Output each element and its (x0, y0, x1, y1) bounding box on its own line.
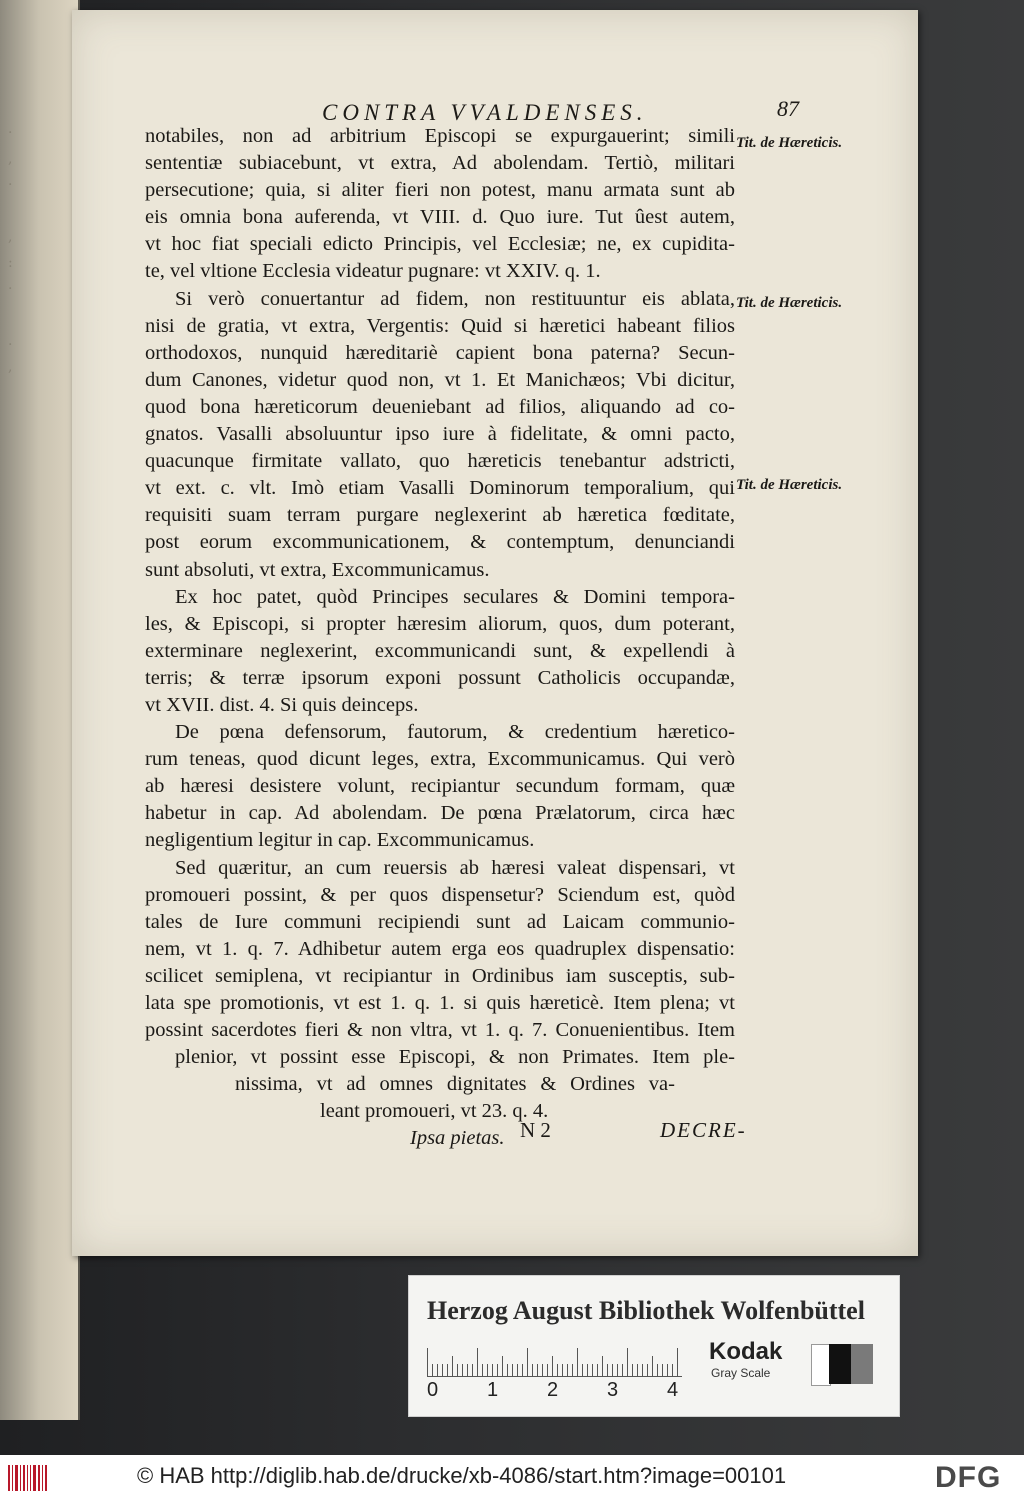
ruler-tick (642, 1364, 643, 1376)
ruler-tick (452, 1356, 453, 1376)
facing-page-edge (0, 0, 80, 1420)
text-line: vt XVII. dist. 4. Si quis deinceps. (145, 693, 419, 716)
ruler-tick (462, 1364, 463, 1376)
library-color-target (408, 1275, 900, 1417)
body-text (145, 123, 735, 1153)
ruler-number: 1 (487, 1379, 499, 1401)
scale-ruler (427, 1346, 682, 1377)
barcode-icon (8, 1465, 48, 1491)
text-line: Si verò conuertantur ad fidem, non restituuntur eis ablata, (175, 287, 735, 310)
marginal-note: Tit. de Hæreticis. (736, 477, 843, 493)
gray-swatch-black (829, 1344, 851, 1384)
library-name: Herzog August Bibliothek Wolfenbüttel (427, 1296, 865, 1325)
ruler-tick (612, 1364, 613, 1376)
ruler-tick (582, 1364, 583, 1376)
ruler-tick (587, 1364, 588, 1376)
text-line: Ex hoc patet, quòd Principes seculares & Domini tempora- (175, 585, 735, 608)
kodak-logo: Kodak (709, 1338, 783, 1365)
ruler-tick (552, 1356, 553, 1376)
ruler-tick (547, 1364, 548, 1376)
gray-swatch-mid (851, 1344, 873, 1384)
barcode-bar (8, 1465, 10, 1491)
ruler-tick (657, 1364, 658, 1376)
ruler-tick (597, 1364, 598, 1376)
ruler-tick (532, 1364, 533, 1376)
barcode-bar (30, 1465, 31, 1491)
ruler-tick (592, 1364, 593, 1376)
ruler-number: 3 (607, 1379, 619, 1401)
text-line: les, & Episcopi, si propter hæresim aliorum, quos, dum poterant, (145, 612, 735, 635)
ruler-number: 2 (547, 1379, 559, 1401)
text-line: persecutione; quia, si aliter fieri non potest, manu armata sunt ab (145, 179, 735, 202)
text-line: rum teneas, quod dicunt leges, extra, Excommunicamus. Qui verò (145, 748, 735, 771)
text-line: negligentium legitur in cap. Excommunicamus. (145, 829, 535, 852)
barcode-bar (42, 1465, 43, 1491)
text-line: eis omnia bona auferenda, vt VIII. d. Quo iure. Tut ûest autem, (145, 206, 735, 229)
ruler-tick (537, 1364, 538, 1376)
ruler-tick (617, 1364, 618, 1376)
ruler-tick (492, 1364, 493, 1376)
text-line: quacunque firmitate vallato, quo hæreticis tenebantur adstricti, (145, 450, 735, 473)
ruler-tick (632, 1364, 633, 1376)
closing-line: Ipsa pietas. (410, 1127, 505, 1150)
ruler-tick (457, 1364, 458, 1376)
text-line: vt hoc fiat speciali edicto Principis, vel Ecclesiæ; ne, ex cupidita- (145, 233, 735, 256)
ruler-tick (507, 1364, 508, 1376)
gray-scale-label: Gray Scale (711, 1366, 771, 1380)
ruler-number: 0 (427, 1379, 439, 1401)
ruler-numbers (427, 1379, 697, 1403)
ruler-tick (497, 1364, 498, 1376)
ruler-tick (527, 1348, 528, 1376)
barcode-bar (33, 1465, 36, 1491)
text-line: plenior, vt possint esse Episcopi, & non Primates. Item ple- (175, 1046, 735, 1069)
ruler-tick (602, 1356, 603, 1376)
text-line: te, vel vltione Ecclesia videatur pugnare: vt XXIV. q. 1. (145, 260, 601, 283)
barcode-bar (12, 1465, 13, 1491)
text-line: tales de Iure communi recipiendi sunt ad Laicam communio- (145, 910, 735, 933)
ruler-tick (487, 1364, 488, 1376)
text-line: sententiæ subiacebunt, vt extra, Ad abolendam. Tertiò, militari (145, 152, 735, 175)
text-line: post eorum excommunicationem, & contemptum, denunciandi (145, 531, 735, 554)
ruler-tick (637, 1364, 638, 1376)
ruler-tick (652, 1356, 653, 1376)
text-line: lata spe promotionis, vt est 1. q. 1. si quis hæreticè. Item plena; vt (145, 992, 735, 1014)
marginal-note: Tit. de Hæreticis. (736, 295, 843, 311)
ruler-tick (677, 1348, 678, 1376)
running-head: CONTRA VVALDENSES. (322, 100, 648, 125)
barcode-bar (38, 1465, 40, 1491)
marginal-note: Tit. de Hæreticis. (736, 135, 843, 151)
ruler-tick (442, 1364, 443, 1376)
ruler-tick (667, 1364, 668, 1376)
ruler-tick (542, 1364, 543, 1376)
text-line: De pœna defensorum, fautorum, & credentium hæretico- (175, 721, 735, 744)
text-line: notabiles, non ad arbitrium Episcopi se expurgauerint; simili (145, 125, 735, 147)
text-line: ab hæresi desistere volunt, recipiantur secundum formam, quæ (145, 775, 735, 798)
barcode-bar (23, 1465, 25, 1491)
text-line: dum Canones, videtur quod non, vt 1. Et Manichæos; Vbi dicitur, (145, 368, 735, 391)
text-line: leant promoueri, vt 23. q. 4. (320, 1100, 549, 1123)
barcode-bar (27, 1465, 28, 1491)
text-line: nissima, vt ad omnes dignitates & Ordines va- (235, 1073, 675, 1096)
ruler-tick (622, 1364, 623, 1376)
ruler-tick (572, 1364, 573, 1376)
barcode-bar (45, 1465, 47, 1491)
text-line: nisi de gratia, vt extra, Vergentis: Quid si hæretici habeant filios (145, 314, 735, 337)
copyright-link[interactable]: © HAB http://diglib.hab.de/drucke/xb-4086/start.htm?image=00101 (137, 1463, 787, 1488)
ruler-tick (447, 1364, 448, 1376)
text-line: sunt absoluti, vt extra, Excommunicamus. (145, 558, 490, 581)
page-number: 87 (777, 96, 799, 121)
ruler-tick (482, 1364, 483, 1376)
text-line: orthodoxos, nunquid hæreditariè capient bona paterna? Secun- (145, 341, 735, 364)
ruler-tick (477, 1348, 478, 1376)
ruler-tick (662, 1364, 663, 1376)
ruler-tick (557, 1364, 558, 1376)
signature-mark: N 2 (520, 1118, 551, 1142)
dfg-logo: DFG (935, 1461, 1002, 1494)
ruler-tick (472, 1364, 473, 1376)
ruler-tick (467, 1364, 468, 1376)
text-line: exterminare neglexerint, excommunicandi sunt, & expellendi à (145, 639, 735, 662)
ruler-tick (577, 1348, 578, 1376)
ruler-tick (437, 1364, 438, 1376)
text-line: gnatos. Vasalli absoluuntur ipso iure à fidelitate, & omni pacto, (145, 423, 735, 446)
ruler-tick (512, 1364, 513, 1376)
text-line: requisiti suam terram purgare neglexerint ab hæretica fœditate, (145, 504, 735, 527)
gray-swatch-white (811, 1344, 831, 1386)
footer-bar (0, 1455, 1024, 1501)
text-line: nem, vt 1. q. 7. Adhibetur autem erga eos quadruplex dispensatio: (145, 937, 735, 960)
text-line: possint sacerdotes fieri & non vltra, vt 1. q. 7. Conuenientibus. Item (145, 1019, 735, 1042)
ruler-number: 4 (667, 1379, 679, 1401)
ruler-tick (647, 1364, 648, 1376)
catchword: DECRE- (660, 1118, 747, 1142)
text-line: promoueri possint, & per quos dispensetur? Sciendum est, quòd (145, 883, 735, 906)
ruler-tick (502, 1356, 503, 1376)
text-line: habetur in cap. Ad abolendam. De pœna Prælatorum, circa hæc (145, 802, 735, 825)
ruler-tick (607, 1364, 608, 1376)
ruler-tick (427, 1348, 428, 1376)
text-line: vt ext. c. vlt. Imò etiam Vasalli Dominorum temporalium, qui (145, 477, 735, 500)
text-line: Sed quæritur, an cum reuersis ab hæresi valeat dispensari, vt (175, 856, 735, 879)
ruler-tick (517, 1364, 518, 1376)
ruler-tick (627, 1348, 628, 1376)
ruler-tick (567, 1364, 568, 1376)
ruler-tick (432, 1364, 433, 1376)
text-line: scilicet semiplena, vt recipiantur in Ordinibus iam susceptis, sub- (145, 964, 735, 987)
facing-page-bleed: · , · , : · . , (8, 125, 15, 375)
ruler-tick (672, 1364, 673, 1376)
ruler-tick (562, 1364, 563, 1376)
barcode-bar (15, 1465, 18, 1491)
ruler-tick (522, 1364, 523, 1376)
text-line: quod bona hæreticorum deueniebant ad filios, aliquando ad co- (145, 395, 735, 418)
barcode-bar (20, 1465, 21, 1491)
text-line: terris; & terræ ipsorum exponi possunt Catholicis occupandæ, (145, 666, 735, 689)
